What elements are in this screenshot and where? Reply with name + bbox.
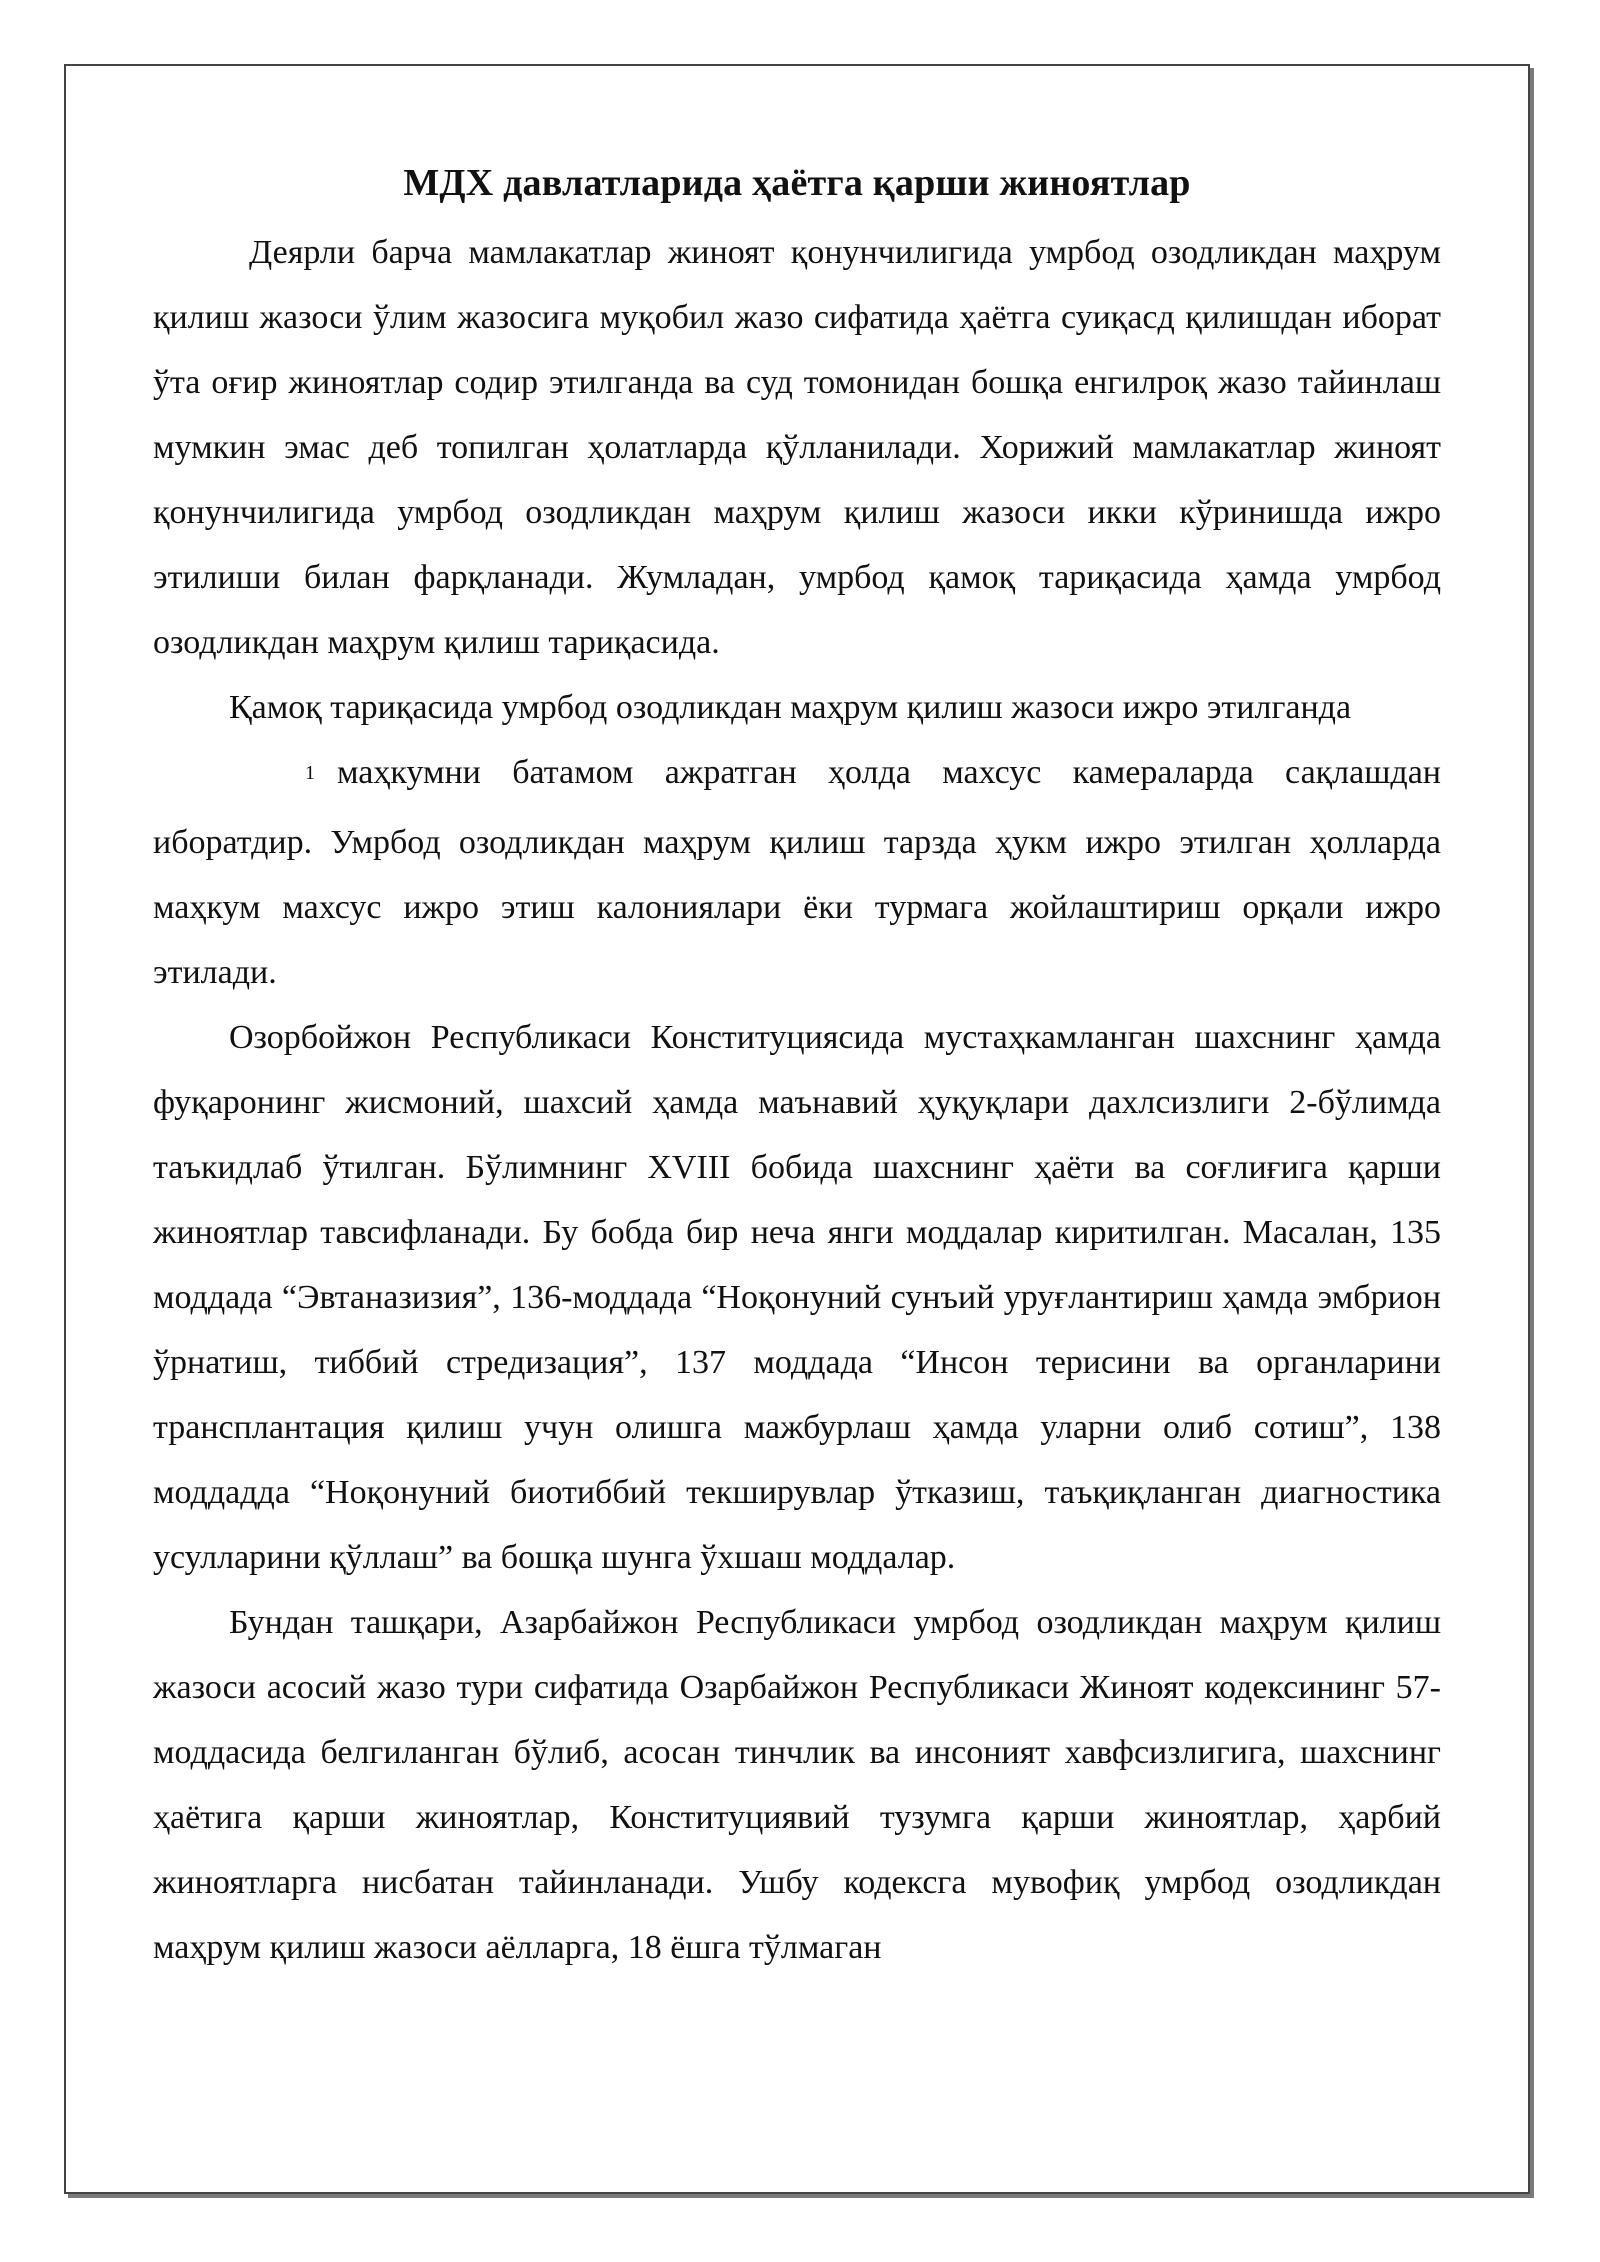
paragraph-4: Озорбойжон Республикаси Конституциясида мустаҳкамланган шахснинг ҳамда фуқаронинг жисмоний, шахсий ҳамда маънавий ҳуқуқлари дахлсизлиги 2-бўлимда таъкидлаб ўтилган. Бўлимнинг XVIII бобида шахснинг ҳаёти ва соғлиғига қарши жиноятлар тавсифланади. Бу бобда бир неча янги моддалар киритилган. Масалан, 135 моддада “Эвтаназизия”, 136-моддада “Ноқонуний сунъий уруғлантириш ҳамда эмбрион ўрнатиш, тиббий стредизация”, 137 моддада “Инсон терисини ва органларини трансплантация қилиш учун олишга мажбурлаш ҳамда уларни олиб сотиш”, 138 моддадда “Ноқонуний биотиббий текширувлар ўтказиш, таъқиқланган диагностика усулларини қўллаш” ва бошқа шунга ўхшаш моддалар. xyxy=(153,1019,1441,1576)
paragraph-2: Қамоқ тариқасида умрбод озодликдан маҳрум қилиш жазоси ижро этилганда xyxy=(229,689,1352,726)
document-body xyxy=(153,158,1441,1980)
paragraph-5: Бундан ташқари, Азарбайжон Республикаси умрбод озодликдан маҳрум қилиш жазоси асосий жазо тури сифатида Озарбайжон Республикаси Жиноят кодексининг 57-моддасида белгиланган бўлиб, асосан тинчлик ва инсоният хавфсизлигига, шахснинг ҳаётига қарши жиноятлар, Конституциявий тузумга қарши жиноятлар, ҳарбий жиноятларга нисбатан тайинланади. Ушбу кодексга мувофиқ умрбод озодликдан маҳрум қилиш жазоси аёлларга, 18 ёшга тўлмаган xyxy=(153,1604,1441,1966)
footnote-marker: 1 xyxy=(305,762,315,784)
paragraph-1: Деярли барча мамлакатлар жиноят қонунчилигида умрбод озодликдан маҳрум қилиш жазоси ўлим жазосига муқобил жазо сифатида ҳаётга суиқасд қилишдан иборат ўта оғир жиноятлар содир этилганда ва суд томонидан бошқа енгилроқ жазо тайинлаш мумкин эмас деб топилган ҳолатларда қўлланилади. Хорижий мамлакатлар жиноят қонунчилигида умрбод озодликдан маҳрум қилиш жазоси икки кўринишда ижро этилиши билан фарқланади. Жумладан, умрбод қамоқ тариқасида ҳамда умрбод озодликдан маҳрум қилиш тариқасида. xyxy=(153,234,1441,661)
document-title: МДХ давлатларида ҳаётга қарши жиноятлар xyxy=(403,162,1191,204)
paragraph-3 xyxy=(153,740,1441,1005)
paragraph-3-text: маҳкумни батамом ажратган ҳолда махсус камераларда сақлашдан иборатдир. Умрбод озодликдан маҳрум қилиш тарзда ҳукм ижро этилган ҳолларда маҳкум махсус ижро этиш калониялари ёки турмага жойлаштириш орқали ижро этилади. xyxy=(153,754,1441,991)
